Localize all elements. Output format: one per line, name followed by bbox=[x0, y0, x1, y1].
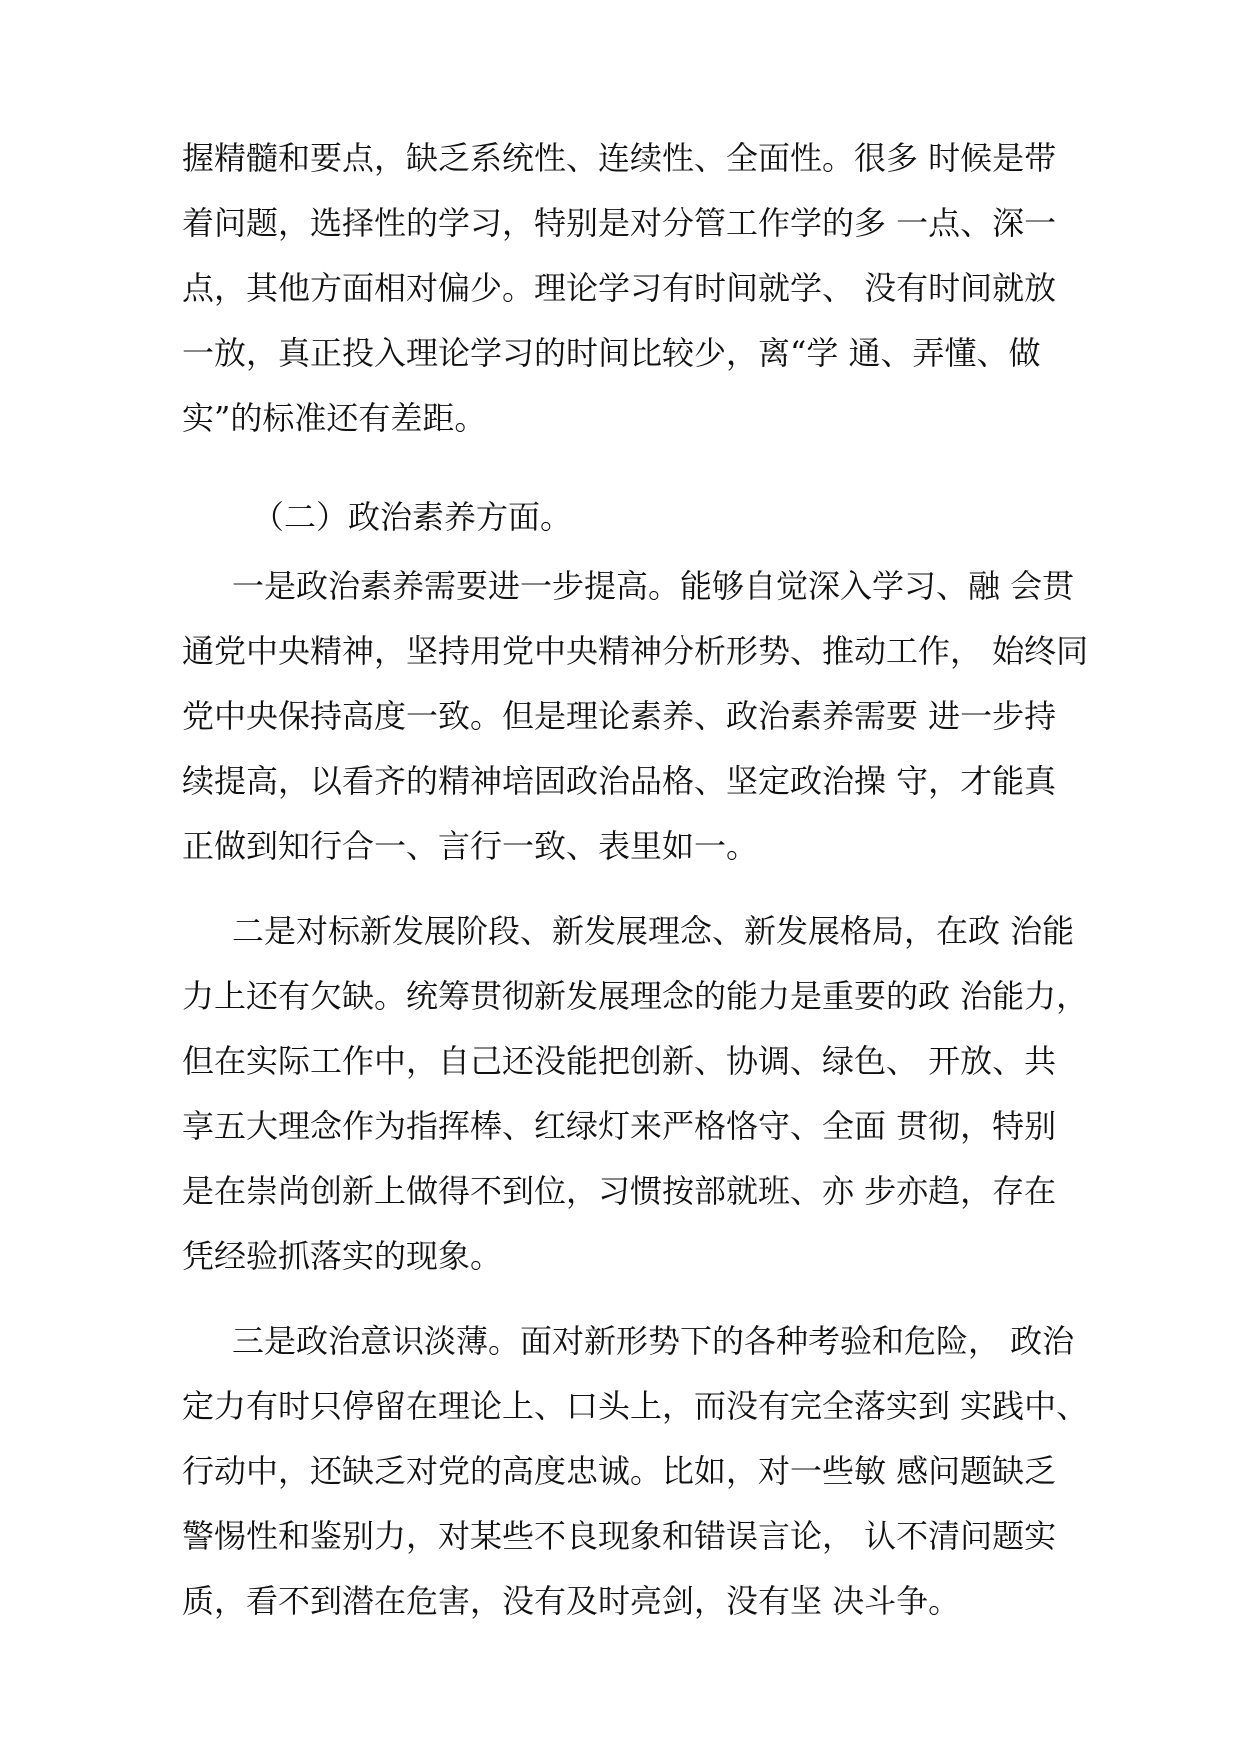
paragraph-3-line-5: 是在崇尚创新上做得不到位，习惯按部就班、亦 步亦趋，存在 bbox=[182, 1172, 1057, 1210]
paragraph-2-line-1: 一是政治素养需要进一步提高。能够自觉深入学习、融 会贯 bbox=[232, 567, 1075, 605]
paragraph-3-line-6: 凭经验抓落实的现象。 bbox=[182, 1237, 503, 1275]
section-heading: （二）政治素养方面。 bbox=[252, 498, 573, 536]
paragraph-4-line-5: 质，看不到潜在危害，没有及时亮剑，没有坚 决斗争。 bbox=[182, 1582, 961, 1620]
paragraph-4-line-3: 行动中，还缺乏对党的高度忠诚。比如，对一些敏 感问题缺乏 bbox=[182, 1452, 1057, 1490]
paragraph-3-line-4: 享五大理念作为指挥棒、红绿灯来严格恪守、全面 贯彻，特别 bbox=[182, 1107, 1057, 1145]
paragraph-2-line-3: 党中央保持高度一致。但是理论素养、政治素养需要 进一步持 bbox=[182, 697, 1057, 735]
paragraph-4-line-4: 警惕性和鉴别力，对某些不良现象和错误言论， 认不清问题实 bbox=[182, 1517, 1057, 1555]
paragraph-1-line-3: 点，其他方面相对偏少。理论学习有时间就学、 没有时间就放 bbox=[182, 269, 1057, 307]
paragraph-3-line-1: 二是对标新发展阶段、新发展理念、新发展格局，在政 治能 bbox=[232, 912, 1075, 950]
paragraph-1-line-2: 着问题，选择性的学习，特别是对分管工作学的多 一点、深一 bbox=[182, 204, 1057, 242]
paragraph-2-line-2: 通党中央精神，坚持用党中央精神分析形势、推动工作， 始终同 bbox=[182, 632, 1089, 670]
paragraph-4-line-1: 三是政治意识淡薄。面对新形势下的各种考验和危险， 政治 bbox=[232, 1322, 1075, 1360]
paragraph-3-line-2: 力上还有欠缺。统筹贯彻新发展理念的能力是重要的政 治能力， bbox=[182, 977, 1089, 1015]
paragraph-2-line-4: 续提高，以看齐的精神培固政治品格、坚定政治操 守，才能真 bbox=[182, 762, 1057, 800]
paragraph-3-line-3: 但在实际工作中，自己还没能把创新、协调、绿色、 开放、共 bbox=[182, 1042, 1057, 1080]
paragraph-1-line-5: 实”的标准还有差距。 bbox=[182, 399, 487, 437]
paragraph-1-line-1: 握精髓和要点，缺乏系统性、连续性、全面性。很多 时候是带 bbox=[182, 139, 1057, 177]
paragraph-2-line-5: 正做到知行合一、言行一致、表里如一。 bbox=[182, 827, 759, 865]
paragraph-4-line-2: 定力有时只停留在理论上、口头上，而没有完全落实到 实践中、 bbox=[182, 1387, 1089, 1425]
paragraph-1-line-4: 一放，真正投入理论学习的时间比较少，离“学 通、弄懂、做 bbox=[182, 334, 1041, 372]
